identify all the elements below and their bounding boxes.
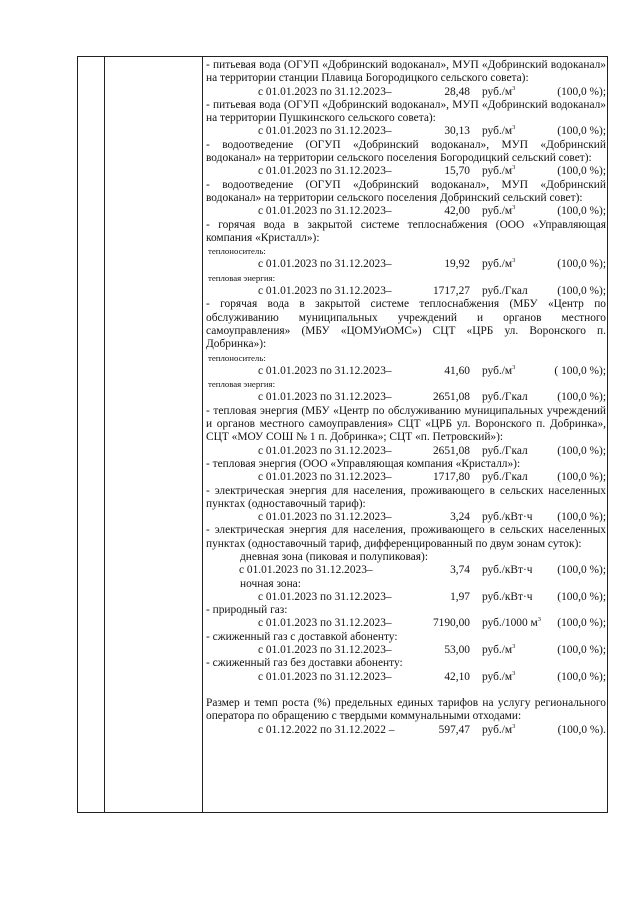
tariff-unit-text: руб./м [482,258,513,271]
tariff-unit [482,285,528,298]
tariff-row [206,391,606,404]
tariff-item-title: - сжиженный газ без доставки абоненту: [206,657,403,670]
tariff-period: с 01.01.2023 по 31.12.2023– [258,471,392,484]
column-divider-1 [104,57,105,812]
tariff-unit [482,564,533,577]
tariff-description: Размер и темп роста (%) предельных единых тарифов на услугу регионального оператора по обращению с твердыми коммунальными отходами: [206,696,606,723]
tariff-unit-text: руб./м [482,85,513,98]
growth-percent: (100,0 %). [557,723,606,736]
growth-percent: (100,0 %); [557,564,606,577]
tariff-period: с 01.12.2022 по 31.12.2022 – [258,723,395,736]
tariff-row [206,365,606,378]
tariff-description: - горячая вода в закрытой системе теплоснабжения (МБУ «Центр по обслуживанию муниципальных учреждений и органов местного самоуправления» (МБУ «ЦОМУиОМС») СЦТ «ЦРБ ул. Воронского п. Добринка»): [206,298,606,351]
growth-percent: (100,0 %); [557,285,606,298]
tariff-value: 42,10 [444,670,470,683]
tariff-value: 7190,00 [432,617,470,630]
growth-percent: (100,0 %); [557,617,606,630]
tariff-row [206,617,606,630]
tariff-row [206,285,606,298]
tariff-unit-text: руб./м [482,165,513,178]
unit-exponent: 3 [512,124,516,132]
sub-item-label: теплоноситель: [208,352,266,363]
tariff-period: с 01.01.2023 по 31.12.2023– [258,644,392,657]
tariff-table [77,56,608,813]
tariff-description: - тепловая энергия (ООО «Управляющая компания «Кристалл»): [206,457,521,470]
unit-exponent: 3 [512,364,516,372]
growth-percent: (100,0 %); [557,165,606,178]
tariff-period: с 01.01.2023 по 31.12.2023– [258,511,392,524]
tariff-period: с 01.01.2023 по 31.12.2023– [258,205,392,218]
tariff-value: 53,00 [444,644,470,657]
tariff-unit-text: руб./Гкал [482,444,528,457]
tariff-value: 3,74 [450,564,470,577]
tariff-unit-text: руб./м [482,364,513,377]
tariff-period: с 01.01.2023 по 31.12.2023– [258,125,392,138]
tariff-row [206,445,606,458]
tariff-row [206,724,606,737]
tariff-row [206,671,606,684]
tariff-unit-text: руб./м [482,723,513,736]
tariff-period: с 01.01.2023 по 31.12.2023– [258,391,392,404]
tariff-description: - питьевая вода (ОГУП «Добринский водоканал», МУП «Добринский водоканал» на территории Пушкинского сельского совета): [206,98,606,125]
growth-percent: (100,0 %); [557,258,606,271]
tariff-value: 3,24 [450,511,470,524]
tariff-row [206,511,606,524]
tariff-value: 1,97 [450,590,470,603]
growth-percent: (100,0 %); [557,125,606,138]
tariff-row [206,125,606,138]
growth-percent: (100,0 %); [557,644,606,657]
tariff-unit-text: руб./кВт·ч [482,564,533,577]
tariff-unit [482,644,515,657]
tariff-period: с 01.01.2023 по 31.12.2023– [258,165,392,178]
tariff-item-title: - сжиженный газ с доставкой абоненту: [206,630,398,643]
tariff-period: с 01.01.2023 по 31.12.2023– [258,258,392,271]
growth-percent: (100,0 %); [557,391,606,404]
tariff-row [206,564,606,577]
tariff-value: 1717,27 [432,285,470,298]
unit-exponent: 3 [512,643,516,651]
tariff-item-title: - природный газ: [206,604,288,617]
tariff-row [206,591,606,604]
tariff-unit-text: руб./м [482,205,513,218]
tariff-value: 30,13 [444,125,470,138]
sub-item-label: тепловая энергия: [208,379,276,390]
tariff-unit [482,445,528,458]
tariff-period: с 01.01.2023 по 31.12.2023– [258,364,392,377]
tariff-period: с 01.01.2023 по 31.12.2023– [258,85,392,98]
tariff-content-cell [206,59,606,737]
tariff-row [206,205,606,218]
tariff-value: 1717,80 [432,471,470,484]
tariff-unit-text: руб./м [482,670,513,683]
tariff-value: 41,60 [444,364,470,377]
tariff-unit-text: руб./Гкал [482,285,528,298]
sub-item-label: тепловая энергия: [208,272,276,283]
growth-percent: (100,0 %); [557,590,606,603]
tariff-period: с 01.01.2023 по 31.12.2023– [258,285,392,298]
tariff-period: с 01.01.2023 по 31.12.2023– [258,590,392,603]
tariff-description: - тепловая энергия (МБУ «Центр по обслуживанию муниципальных учреждений и органов местного самоуправления» СЦТ «ЦРБ ул. Воронского п. Добринка», СЦТ «МОУ СОШ № 1 п. Добринка»; СЦТ «п. Петровский»): [206,404,606,444]
tariff-value: 15,70 [444,165,470,178]
growth-percent: (100,0 %); [557,670,606,683]
tariff-unit [482,471,528,484]
tariff-row [206,86,606,99]
time-zone-label: дневная зона (пиковая и полупиковая): [240,550,428,563]
time-zone-label: ночная зона: [240,577,301,590]
tariff-row [206,471,606,484]
growth-percent: (100,0 %); [557,85,606,98]
unit-exponent: 3 [512,204,516,212]
unit-exponent: 3 [537,616,541,624]
tariff-period: с 01.01.2023 по 31.12.2023– [258,670,392,683]
unit-exponent: 3 [512,257,516,265]
tariff-value: 42,00 [444,205,470,218]
growth-percent: (100,0 %); [557,205,606,218]
tariff-description: - водоотведение (ОГУП «Добринский водоканал», МУП «Добринский водоканал» на территории сельского поселения Добринский сельский совет): [206,178,606,204]
tariff-period: с 01.01.2023 по 31.12.2023– [239,564,373,577]
tariff-unit [482,671,515,684]
tariff-description: - электрическая энергия для населения, проживающего в сельских населенных пунктах (одноставочный тариф): [206,484,606,510]
spacer [206,684,606,697]
tariff-value: 28,48 [444,85,470,98]
tariff-unit [482,591,533,604]
growth-percent: (100,0 %); [557,444,606,457]
tariff-unit [482,724,515,737]
tariff-unit [482,165,515,178]
tariff-unit [482,205,515,218]
tariff-unit [482,258,515,271]
tariff-unit-text: руб./кВт·ч [482,511,533,524]
tariff-unit-text: руб./1000 м [482,617,538,630]
tariff-unit-text: руб./кВт·ч [482,590,533,603]
tariff-unit [482,365,515,378]
growth-percent: (100,0 %); [557,511,606,524]
tariff-unit [482,617,541,630]
growth-percent: ( 100,0 %); [554,364,606,377]
tariff-value: 2651,08 [432,391,470,404]
tariff-unit [482,511,533,524]
unit-exponent: 3 [512,722,516,730]
tariff-value: 19,92 [444,258,470,271]
tariff-description: - питьевая вода (ОГУП «Добринский водоканал», МУП «Добринский водоканал» на территории станции Плавица Богородицкого сельского совета): [206,59,606,85]
growth-percent: (100,0 %); [557,471,606,484]
tariff-row [206,644,606,657]
tariff-period: с 01.01.2023 по 31.12.2023– [258,444,392,457]
tariff-unit [482,86,515,99]
unit-exponent: 3 [512,84,516,92]
tariff-unit [482,125,515,138]
tariff-unit [482,391,528,404]
tariff-value: 2651,08 [432,444,470,457]
tariff-description: - горячая вода в закрытой системе теплоснабжения (ООО «Управляющая компания «Кристалл»): [206,218,606,244]
tariff-description: - водоотведение (ОГУП «Добринский водоканал», МУП «Добринский водоканал» на территории сельского поселения Богородицкий сельский совет): [206,138,606,165]
unit-exponent: 3 [512,164,516,172]
unit-exponent: 3 [512,669,516,677]
tariff-unit-text: руб./м [482,125,513,138]
tariff-unit-text: руб./Гкал [482,471,528,484]
tariff-unit-text: руб./м [482,644,513,657]
column-divider-2 [202,57,203,812]
tariff-description: - электрическая энергия для населения, проживающего в сельских населенных пунктах (одноставочный тариф, дифференцированный по двум зонам суток): [206,524,606,550]
tariff-row [206,258,606,271]
tariff-unit-text: руб./Гкал [482,391,528,404]
tariff-value: 597,47 [438,723,470,736]
tariff-period: с 01.01.2023 по 31.12.2023– [258,617,392,630]
sub-item-label: теплоноситель: [208,246,266,257]
tariff-row [206,165,606,178]
